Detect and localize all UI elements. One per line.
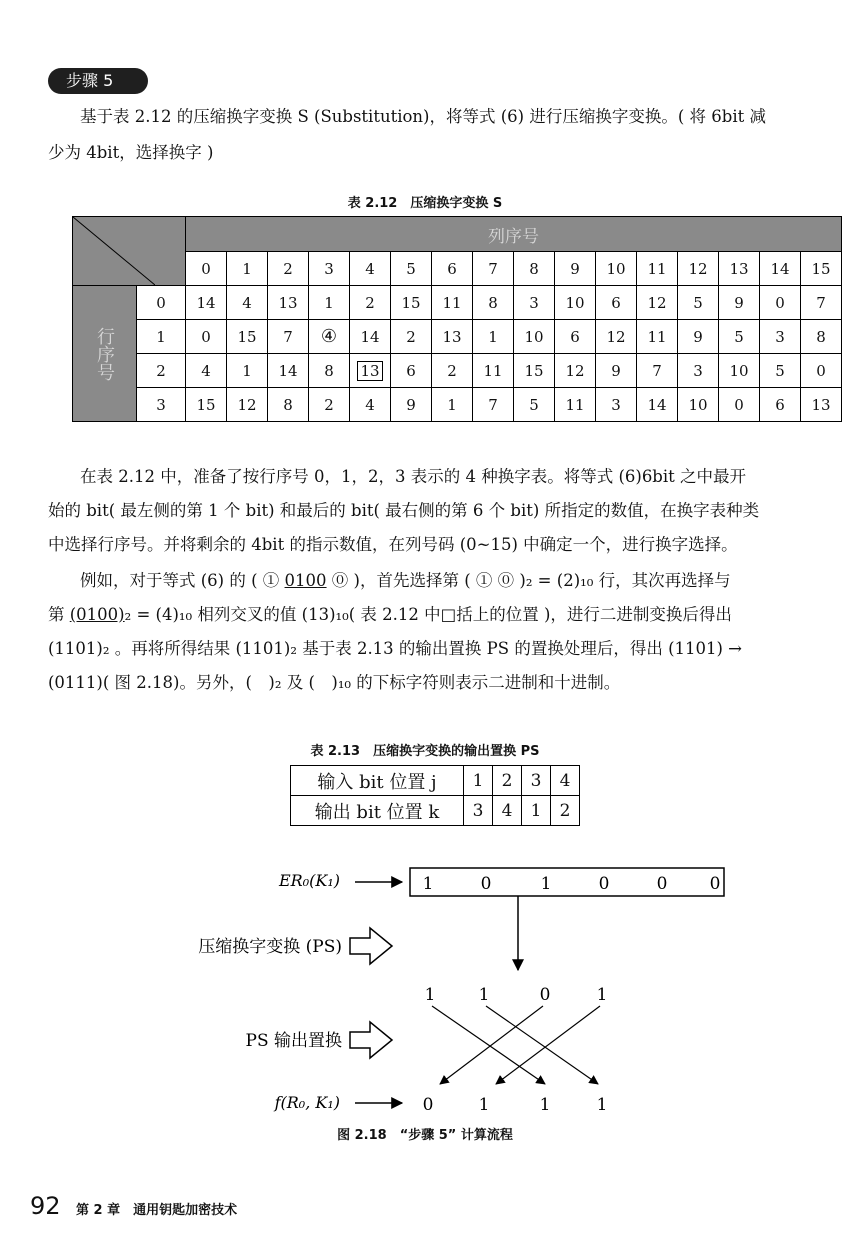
table-2-13-caption: 表 2.13 压缩换字变换的输出置换 PS (310, 744, 540, 759)
permutation-row-label: 输出 bit 位置 k (291, 796, 464, 826)
table-cell: 3 (678, 354, 719, 388)
column-number: 5 (391, 252, 432, 286)
row-number: 3 (137, 388, 186, 422)
chapter-title: 第 2 章 通用钥匙加密技术 (76, 1203, 238, 1218)
table-cell: 6 (391, 354, 432, 388)
column-number: 14 (760, 252, 801, 286)
register-bit: 0 (709, 874, 721, 894)
table-cell: 15 (514, 354, 555, 388)
table-cell: 13 (432, 320, 473, 354)
register-bit: 0 (480, 874, 492, 894)
column-number: 1 (227, 252, 268, 286)
table-cell: 7 (801, 286, 842, 320)
table-cell: 0 (719, 388, 760, 422)
final-bit: 1 (478, 1095, 490, 1115)
substitution-table (72, 216, 842, 422)
column-number: 7 (473, 252, 514, 286)
permutation-cell: 2 (493, 766, 522, 796)
column-number: 6 (432, 252, 473, 286)
table-cell: 0 (186, 320, 227, 354)
column-number: 10 (596, 252, 637, 286)
table-cell: 10 (555, 286, 596, 320)
permutation-cell: 1 (522, 796, 551, 826)
register-bit: 1 (422, 874, 434, 894)
body-line-5: 第 (0100)₂ = (4)₁₀ 相列交叉的值 (13)₁₀( 表 2.12 中□括上的位置 )，进行二进制变换后得出 (48, 605, 732, 624)
table-cell: 1 (227, 354, 268, 388)
table-cell: 2 (391, 320, 432, 354)
table-cell: 10 (719, 354, 760, 388)
column-number: 4 (350, 252, 391, 286)
table-cell: 9 (719, 286, 760, 320)
table-cell: 8 (801, 320, 842, 354)
er-label: ER₀(K₁) (279, 871, 340, 890)
intro-line-2: 少为 4bit，选择换字 ) (48, 143, 214, 162)
row-number: 1 (137, 320, 186, 354)
table-cell: 12 (227, 388, 268, 422)
table-cell: 0 (760, 286, 801, 320)
column-number: 0 (186, 252, 227, 286)
column-number: 13 (719, 252, 760, 286)
ps-hollow-arrow-icon (350, 928, 392, 964)
table-cell: 6 (760, 388, 801, 422)
table-cell: 12 (596, 320, 637, 354)
table-cell: 10 (514, 320, 555, 354)
table-cell: 6 (555, 320, 596, 354)
table-cell: 11 (555, 388, 596, 422)
row-number: 0 (137, 286, 186, 320)
table-cell: 7 (637, 354, 678, 388)
table-cell: 2 (350, 286, 391, 320)
final-bit: 0 (422, 1095, 434, 1115)
permutation-cell: 1 (464, 766, 493, 796)
body-line-6: (1101)₂ 。再将所得结果 (1101)₂ 基于表 2.13 的输出置换 PS 的置换处理后，得出 (1101) → (48, 639, 742, 658)
table-cell: 4 (186, 354, 227, 388)
table-cell: 12 (555, 354, 596, 388)
final-bit: 1 (596, 1095, 608, 1115)
column-number: 12 (678, 252, 719, 286)
body-line-2: 始的 bit( 最左侧的第 1 个 bit) 和最后的 bit( 最右侧的第 6 个 bit) 所指定的数值，在换字表种类 (48, 501, 760, 520)
body-line-1: 在表 2.12 中，准备了按行序号 0，1，2，3 表示的 4 种换字表。将等式 (6)6bit 之中最开 (80, 467, 747, 486)
permutation-cell: 4 (551, 766, 580, 796)
intro-line-1: 基于表 2.12 的压缩换字变换 S (Substitution)，将等式 (6) 进行压缩换字变换。( 将 6bit 减 (80, 107, 766, 126)
register-box (410, 868, 724, 896)
body-line-4: 例如，对于等式 (6) 的 ( ① 0100 ⓪ )，首先选择第 ( ① ⓪ )₂ = (2)₁₀ 行，其次再选择与 (80, 571, 731, 590)
perm-line (496, 1006, 600, 1084)
column-number: 9 (555, 252, 596, 286)
table-cell: 2 (432, 354, 473, 388)
ps-label: 压缩换字变换 (PS) (198, 937, 342, 957)
table-cell: 11 (473, 354, 514, 388)
table-cell: 5 (719, 320, 760, 354)
table-cell: 8 (473, 286, 514, 320)
table-cell: 14 (350, 320, 391, 354)
table-cell: 12 (637, 286, 678, 320)
table-cell: 3 (514, 286, 555, 320)
f-label: f(R₀, K₁) (274, 1093, 340, 1112)
table-cell: 13 (268, 286, 309, 320)
final-bit: 1 (539, 1095, 551, 1115)
sbox-out-bit: 1 (478, 985, 490, 1005)
table-cell: 1 (309, 286, 350, 320)
table-cell: 6 (596, 286, 637, 320)
column-number: 3 (309, 252, 350, 286)
column-number: 11 (637, 252, 678, 286)
table-cell: 11 (637, 320, 678, 354)
row-header-label: 行序号 (94, 326, 115, 381)
row-number: 2 (137, 354, 186, 388)
table-cell: 14 (268, 354, 309, 388)
table-cell: 15 (391, 286, 432, 320)
perm-label: PS 输出置换 (245, 1031, 342, 1051)
permutation-cell: 3 (522, 766, 551, 796)
table-cell: 3 (760, 320, 801, 354)
table-cell: 14 (186, 286, 227, 320)
table-cell: 13 (801, 388, 842, 422)
table-cell: 7 (268, 320, 309, 354)
table-cell: 5 (760, 354, 801, 388)
permutation-row-label: 输入 bit 位置 j (291, 766, 464, 796)
output-permutation-table (290, 765, 580, 826)
row-header (73, 286, 137, 422)
table-cell: 15 (227, 320, 268, 354)
page-number: 92 (30, 1192, 61, 1220)
table-cell: 8 (268, 388, 309, 422)
permutation-cell: 4 (493, 796, 522, 826)
table-cell: 9 (391, 388, 432, 422)
table-corner (73, 217, 186, 286)
table-cell: 0 (801, 354, 842, 388)
table-cell: 9 (596, 354, 637, 388)
register-bit: 0 (598, 874, 610, 894)
table-cell: 4 (350, 388, 391, 422)
table-cell: 14 (637, 388, 678, 422)
sbox-out-bit: 0 (539, 985, 551, 1005)
column-number: 2 (268, 252, 309, 286)
table-cell: 8 (309, 354, 350, 388)
table-cell: 2 (309, 388, 350, 422)
perm-hollow-arrow-icon (350, 1022, 392, 1058)
table-cell: ④ (309, 320, 350, 354)
table-cell: 9 (678, 320, 719, 354)
table-cell: 15 (186, 388, 227, 422)
permutation-cell: 3 (464, 796, 493, 826)
sbox-out-bit: 1 (424, 985, 436, 1005)
column-header: 列序号 (186, 217, 842, 252)
table-cell: 13 (350, 354, 391, 388)
table-cell: 5 (678, 286, 719, 320)
column-number: 8 (514, 252, 555, 286)
table-2-12-caption: 表 2.12 压缩换字变换 S (347, 196, 503, 211)
step-badge: 步骤 5 (48, 68, 148, 94)
figure-2-18-caption: 图 2.18 “步骤 5” 计算流程 (337, 1128, 513, 1143)
table-cell: 10 (678, 388, 719, 422)
register-bit: 1 (540, 874, 552, 894)
table-cell: 11 (432, 286, 473, 320)
table-cell: 1 (473, 320, 514, 354)
table-cell: 4 (227, 286, 268, 320)
table-cell: 5 (514, 388, 555, 422)
register-bit: 0 (656, 874, 668, 894)
permutation-cell: 2 (551, 796, 580, 826)
perm-line (486, 1006, 598, 1084)
table-cell: 3 (596, 388, 637, 422)
table-cell: 1 (432, 388, 473, 422)
table-cell: 7 (473, 388, 514, 422)
body-line-7: (0111)( 图 2.18)。另外，( )₂ 及 ( )₁₀ 的下标字符则表示二进制和十进制。 (48, 673, 621, 692)
body-line-3: 中选择行序号。并将剩余的 4bit 的指示数值，在列号码 (0~15) 中确定一个，进行换字选择。 (48, 535, 738, 554)
sbox-out-bit: 1 (596, 985, 608, 1005)
column-number: 15 (801, 252, 842, 286)
figure-2-18 (0, 840, 850, 1130)
